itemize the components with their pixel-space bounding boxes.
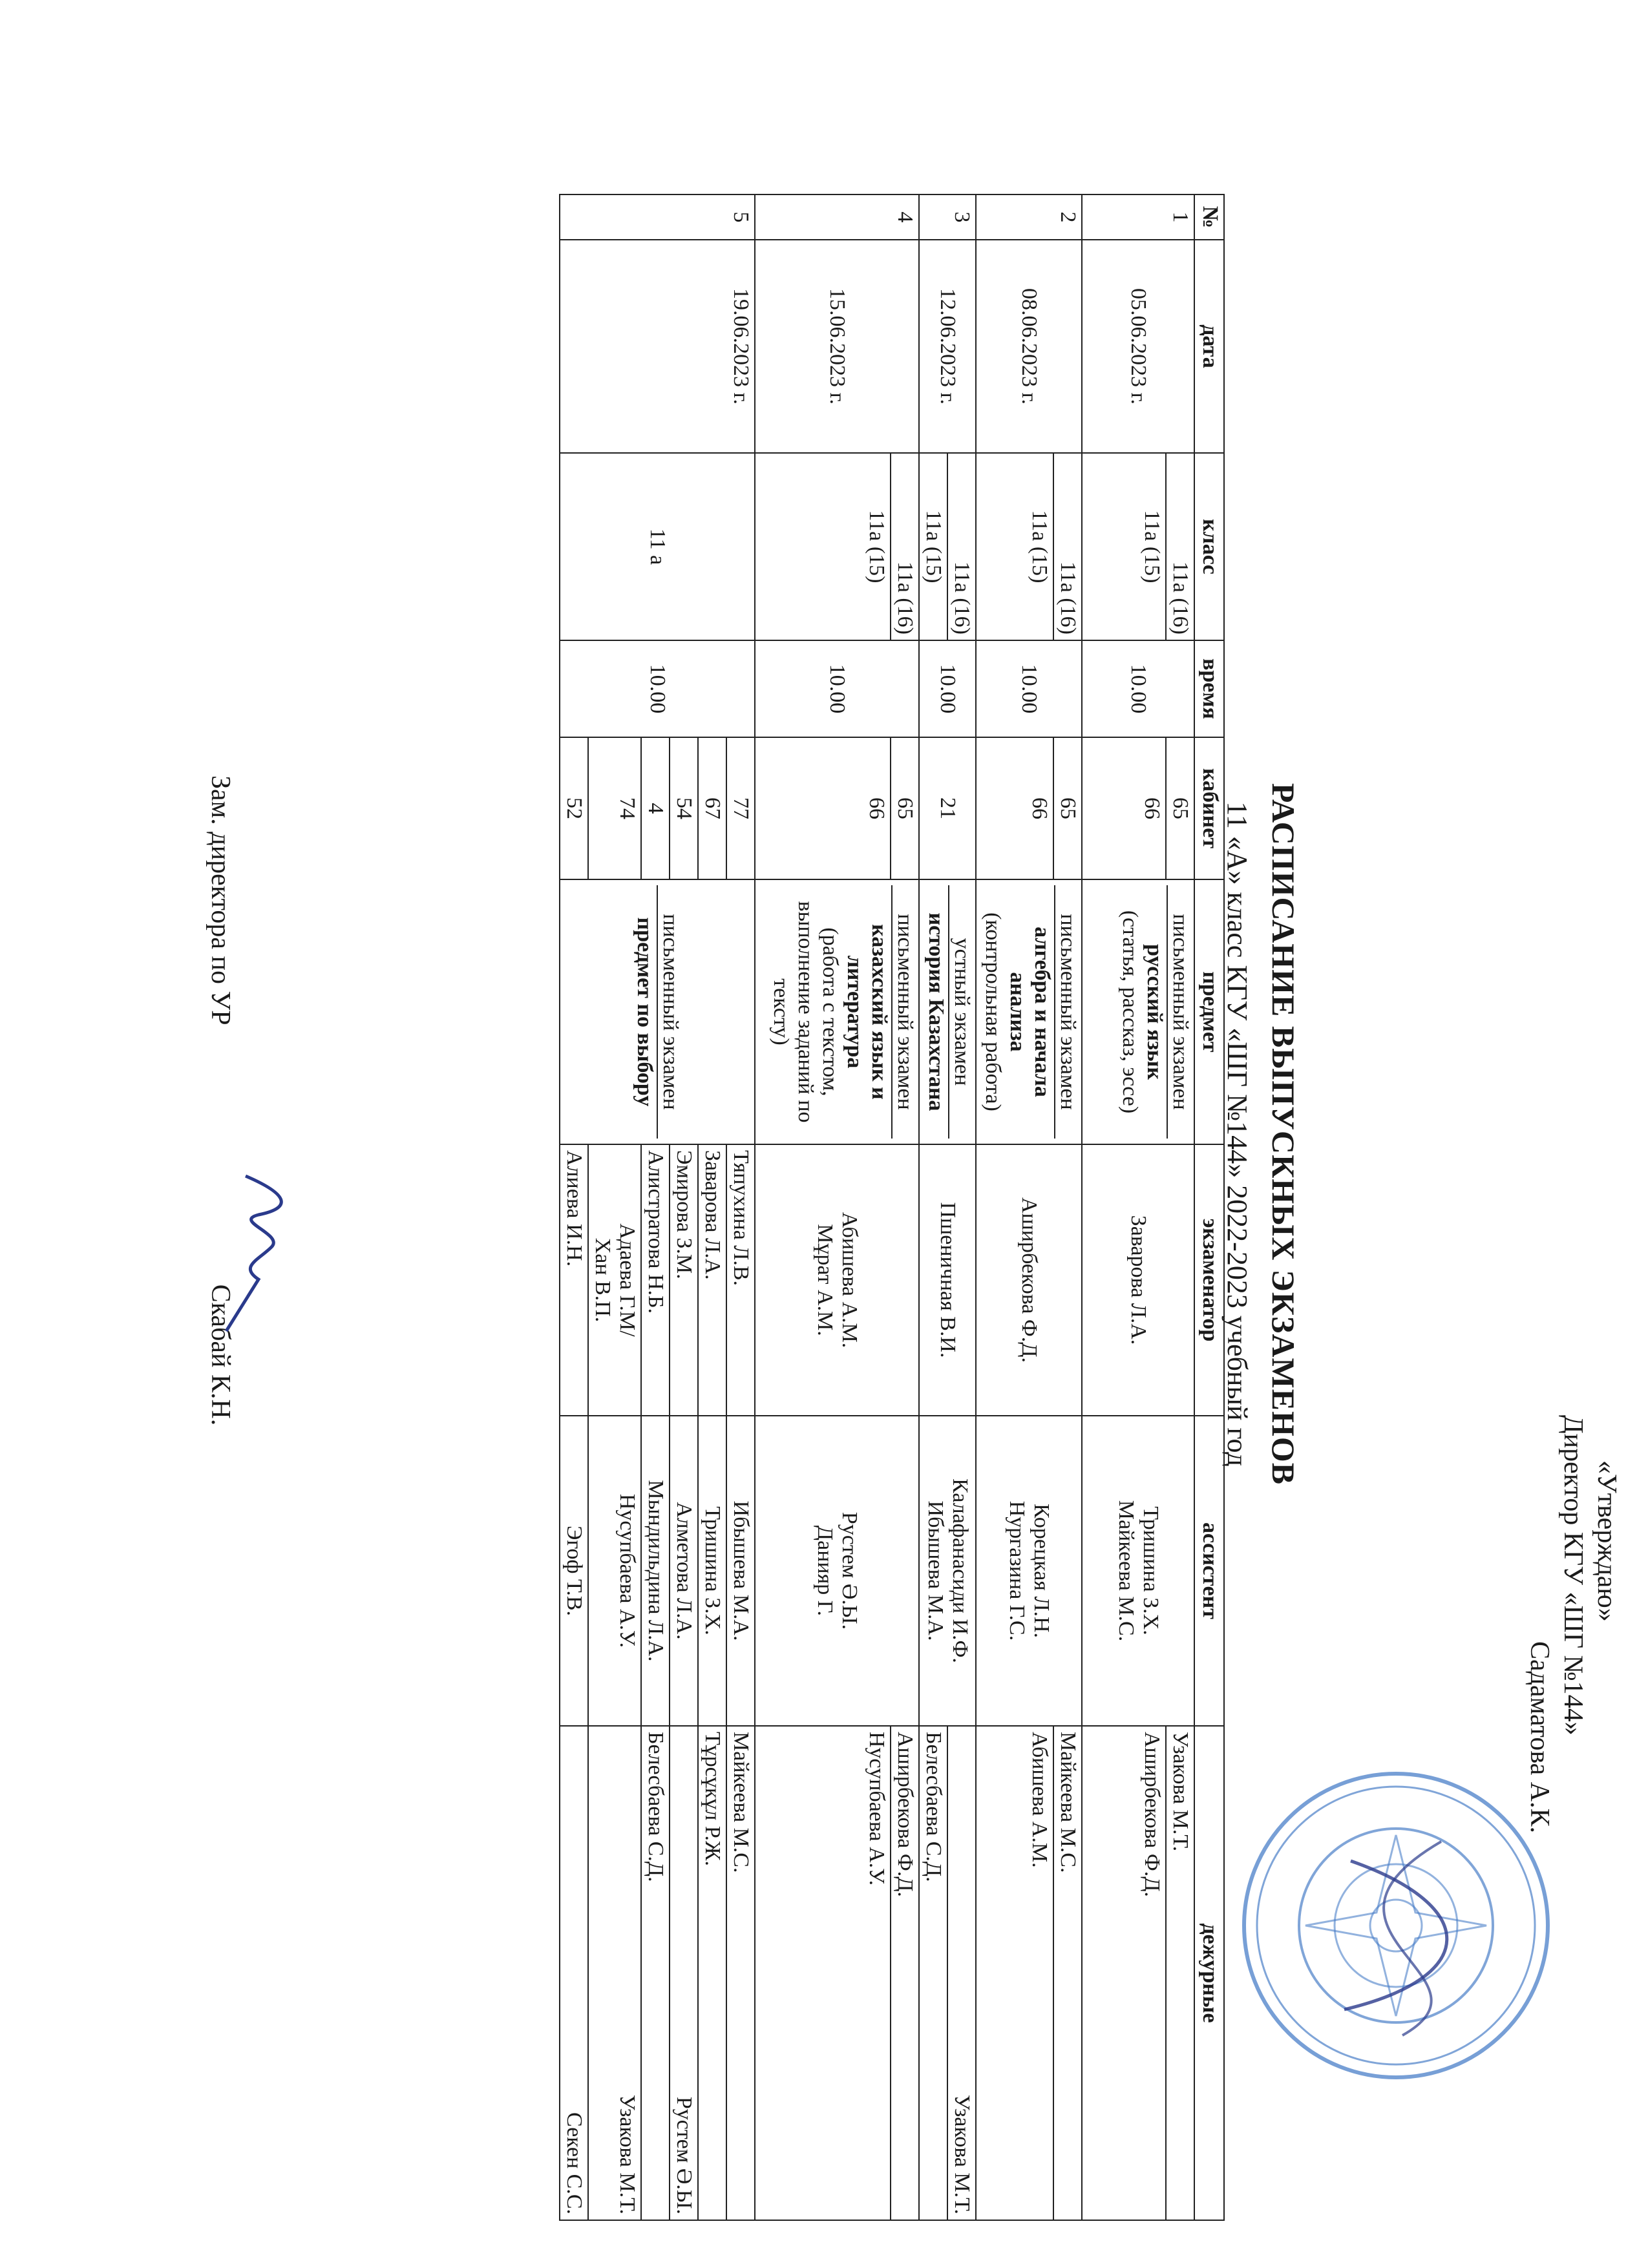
room-number: 74 bbox=[588, 737, 641, 879]
header-class: класс bbox=[1194, 453, 1224, 640]
subject-type: письменный экзамен bbox=[657, 885, 682, 1139]
header-assistant: ассистент bbox=[1194, 1416, 1224, 1726]
table-row bbox=[726, 194, 755, 2220]
room-number: 4 bbox=[641, 737, 670, 879]
exam-date: 05.06.2023 г. bbox=[1082, 240, 1194, 453]
subject-cell bbox=[560, 879, 755, 1144]
examiner: Алистратова Н.Б. bbox=[641, 1144, 670, 1416]
exam-time: 10.00 bbox=[919, 640, 976, 737]
assistant: Тришина З.Х. bbox=[698, 1416, 726, 1726]
row-number: 1 bbox=[1082, 194, 1194, 240]
exam-date: 19.06.2023 г. bbox=[560, 240, 755, 453]
duty-teacher: Узакова М.Т. bbox=[947, 1726, 976, 2220]
duty-teacher: Секен С.С. bbox=[560, 1726, 588, 2220]
duty-teacher: Узакова М.Т. bbox=[588, 1726, 641, 2220]
header-no: № bbox=[1194, 194, 1224, 240]
row-number: 5 bbox=[560, 194, 755, 240]
class-group: 11а (16) bbox=[947, 453, 976, 640]
assistant: Алметова Л.А. bbox=[670, 1416, 698, 1726]
room-number: 54 bbox=[670, 737, 698, 879]
subject-name: казахский язык и литература bbox=[843, 924, 891, 1100]
examiner: Хан В.П. bbox=[591, 1237, 615, 1323]
duty-teacher: Майкеева М.С. bbox=[726, 1726, 755, 2220]
room-number: 66 bbox=[755, 737, 891, 879]
exam-time: 10.00 bbox=[560, 640, 755, 737]
subject-note: (статья, рассказ, эссе) bbox=[1118, 910, 1142, 1114]
assistant: Корецкая Л.Н. bbox=[1030, 1503, 1053, 1639]
assistant: Мындильдина Л.А. bbox=[641, 1416, 670, 1726]
room-number: 52 bbox=[560, 737, 588, 879]
subject-cell bbox=[755, 879, 919, 1144]
header-subject: предмет bbox=[1194, 879, 1224, 1144]
exam-time: 10.00 bbox=[1082, 640, 1194, 737]
assistant: Тришина З.Х. bbox=[1139, 1506, 1163, 1635]
approval-director: Директор КГУ «ШГ №144» bbox=[1558, 1415, 1588, 1736]
header-duty: дежурные bbox=[1194, 1726, 1224, 2220]
approval-heading: «Утверждаю» bbox=[1592, 1460, 1622, 1622]
row-number: 3 bbox=[919, 194, 976, 240]
class-group: 11а (15) bbox=[919, 453, 947, 640]
subject-type: письменный экзамен bbox=[1054, 885, 1080, 1139]
exam-date: 08.06.2023 г. bbox=[976, 240, 1082, 453]
page-subtitle: 11 «А» класс КГУ «ШГ №144» 2022-2023 учебный год bbox=[1221, 801, 1253, 1467]
subject-name: алгебра и начала анализа bbox=[1006, 927, 1054, 1097]
page-title: РАСПИСАНИЕ ВЫПУСКНЫХ ЭКЗАМЕНОВ bbox=[1265, 782, 1302, 1486]
subject-type: устный экзамен bbox=[948, 885, 974, 1139]
approval-director-name: Садаматова А.К. bbox=[1525, 1641, 1554, 1834]
subject-type: письменный экзамен bbox=[891, 885, 917, 1139]
examiner: Тяпухина Л.В. bbox=[726, 1144, 755, 1416]
assistant-cell bbox=[1082, 1416, 1194, 1726]
assistant: Данияр Г. bbox=[813, 1525, 837, 1617]
subject-cell bbox=[1082, 879, 1194, 1144]
table-row bbox=[1166, 194, 1194, 2220]
assistant: Ибышева М.А. bbox=[726, 1416, 755, 1726]
handwritten-signature-icon bbox=[220, 1170, 297, 1338]
duty-teacher: Белесбаева С.Д. bbox=[919, 1726, 947, 2220]
assistant: Нусупбаева А.У. bbox=[588, 1416, 641, 1726]
class-group: 11а (15) bbox=[976, 453, 1053, 640]
room-number: 65 bbox=[1053, 737, 1082, 879]
table-row bbox=[891, 194, 919, 2220]
room-number: 21 bbox=[919, 737, 976, 879]
class-group: 11а (16) bbox=[891, 453, 919, 640]
assistant: Нургазина Г.С. bbox=[1005, 1500, 1029, 1641]
exam-date: 15.06.2023 г. bbox=[755, 240, 919, 453]
row-number: 4 bbox=[755, 194, 919, 240]
assistant: Калафанасиди И.Ф. bbox=[948, 1478, 972, 1663]
duty-teacher: Белесбаева С.Д. bbox=[641, 1726, 670, 2220]
subject-type: письменный экзамен bbox=[1167, 885, 1192, 1139]
examiner: Аширбекова Ф.Д. bbox=[976, 1144, 1082, 1416]
assistant: Майкеева М.С. bbox=[1114, 1500, 1138, 1642]
subject-cell bbox=[919, 879, 976, 1144]
duty-teacher: Тұрсұкұл Р.Ж. bbox=[698, 1726, 726, 2220]
examiner-cell bbox=[588, 1144, 641, 1416]
assistant: Эгоф Т.В. bbox=[560, 1416, 588, 1726]
exam-date: 12.06.2023 г. bbox=[919, 240, 976, 453]
table-row bbox=[947, 194, 976, 2220]
examiner: Заварова Л.А. bbox=[698, 1144, 726, 1416]
header-time: время bbox=[1194, 640, 1224, 737]
subject-name: история Казахстана bbox=[924, 912, 948, 1111]
signature-name: Скабай К.Н. bbox=[206, 1284, 235, 1426]
examiner-cell bbox=[755, 1144, 919, 1416]
subject-cell bbox=[976, 879, 1082, 1144]
room-number: 65 bbox=[891, 737, 919, 879]
examiner: Заварова Л.А. bbox=[1082, 1144, 1194, 1416]
assistant: Ибышева М.А. bbox=[924, 1500, 947, 1641]
examiner: Алиева И.Н. bbox=[560, 1144, 588, 1416]
row-number: 2 bbox=[976, 194, 1082, 240]
examiner: Пшеничная В.И. bbox=[919, 1144, 976, 1416]
duty-teacher: Абишева А.М. bbox=[976, 1726, 1053, 2220]
examiner: Мұрат А.М. bbox=[813, 1224, 837, 1336]
examiner: Адаева Г.М/ bbox=[615, 1223, 639, 1337]
subject-name: русский язык bbox=[1143, 943, 1167, 1080]
duty-teacher: Рустем Ә.Ы. bbox=[670, 1726, 698, 2220]
subject-note: (работа с текстом, выполнение заданий по тексту) bbox=[769, 901, 842, 1123]
class-group: 11а (15) bbox=[755, 453, 891, 640]
room-number: 67 bbox=[698, 737, 726, 879]
exam-schedule-table bbox=[559, 194, 1225, 2221]
assistant-cell bbox=[976, 1416, 1082, 1726]
examiner: Абишева А.М. bbox=[838, 1212, 861, 1349]
class-group: 11а (16) bbox=[1053, 453, 1082, 640]
exam-time: 10.00 bbox=[755, 640, 919, 737]
assistant: Рустем Ә.Ы. bbox=[838, 1511, 861, 1630]
approval-block bbox=[1523, 1363, 1623, 1833]
header-date: дата bbox=[1194, 240, 1224, 453]
header-room: кабинет bbox=[1194, 737, 1224, 879]
duty-teacher: Узакова М.Т. bbox=[1166, 1726, 1194, 2220]
class-group: 11а (16) bbox=[1166, 453, 1194, 640]
table-row bbox=[1053, 194, 1082, 2220]
class-group: 11 а bbox=[560, 453, 755, 640]
duty-teacher: Майкеева М.С. bbox=[1053, 1726, 1082, 2220]
examiner: Эмирова З.М. bbox=[670, 1144, 698, 1416]
header-examiner: экзаменатор bbox=[1194, 1144, 1224, 1416]
duty-teacher: Аширбекова Ф.Д. bbox=[1082, 1726, 1166, 2220]
exam-time: 10.00 bbox=[976, 640, 1082, 737]
subject-name: предмет по выбору bbox=[633, 917, 657, 1107]
room-number: 77 bbox=[726, 737, 755, 879]
assistant-cell bbox=[919, 1416, 976, 1726]
room-number: 66 bbox=[976, 737, 1053, 879]
duty-teacher: Нусупбаева А.У. bbox=[755, 1726, 891, 2220]
table-header-row bbox=[1194, 194, 1224, 2220]
subject-note: (контрольная работа) bbox=[981, 912, 1005, 1111]
room-number: 66 bbox=[1082, 737, 1166, 879]
duty-teacher: Аширбекова Ф.Д. bbox=[891, 1726, 919, 2220]
signature-position: Зам. директора по УР bbox=[206, 775, 235, 1025]
room-number: 65 bbox=[1166, 737, 1194, 879]
assistant-cell bbox=[755, 1416, 919, 1726]
class-group: 11а (15) bbox=[1082, 453, 1166, 640]
